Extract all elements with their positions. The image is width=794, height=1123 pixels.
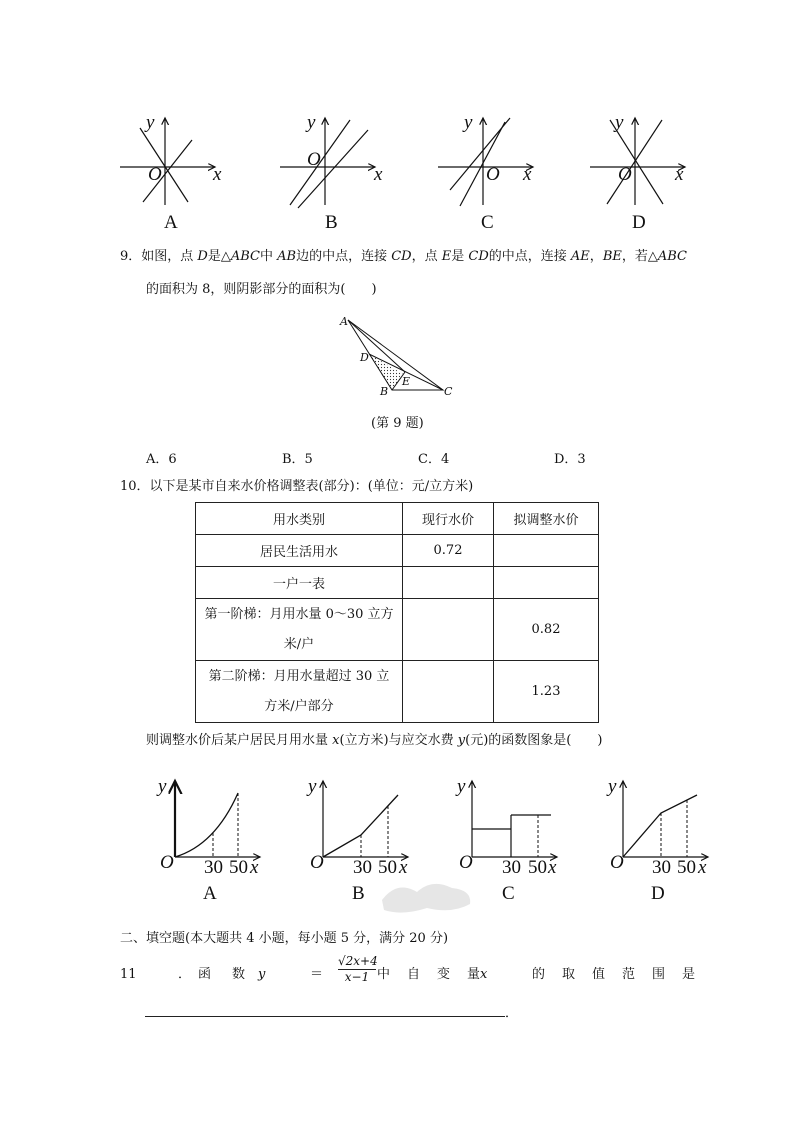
- q9-option-c[interactable]: C．4: [418, 452, 450, 467]
- table-cell: [403, 661, 494, 723]
- q8a-y-label: y: [146, 112, 155, 133]
- table-cell: [403, 567, 494, 599]
- q9-option-b[interactable]: B．5: [282, 452, 313, 467]
- q8c-x-label: x: [523, 164, 532, 185]
- q9-option-a[interactable]: A．6: [146, 452, 177, 467]
- q9-caption: (第 9 题): [371, 416, 424, 431]
- q9-number: 9．: [120, 249, 142, 264]
- q9-option-d[interactable]: D．3: [554, 452, 586, 467]
- table-header-row: [196, 503, 599, 535]
- q11-dot: ．: [178, 967, 192, 982]
- q8-graph-d: [590, 118, 685, 205]
- q10-label-c: C: [502, 883, 515, 904]
- q10a-y-label: y: [158, 776, 167, 797]
- q10-graph-a: [175, 781, 260, 857]
- q9-point-c: C: [444, 385, 453, 398]
- q8d-y-label: y: [615, 112, 624, 133]
- q10c-x-label: x: [548, 857, 557, 878]
- q8b-origin: O: [307, 149, 321, 170]
- q8-graph-b: [280, 118, 375, 208]
- q11-var-x: x: [480, 967, 488, 982]
- q10b-x-label: x: [399, 857, 408, 878]
- q10-graph-d: [623, 781, 708, 857]
- q11-var-y: y: [258, 967, 266, 982]
- q10c-origin: O: [459, 852, 473, 873]
- table-row: [196, 599, 599, 661]
- table-cell: 一户一表: [196, 567, 403, 599]
- watermark-mark: [372, 870, 482, 920]
- q11-text-after-1: 中 自 变 量: [377, 967, 483, 982]
- table-row: [196, 535, 599, 567]
- q10b-tick-30: 30: [353, 857, 372, 878]
- q11-text-after-2: 的 取 值 范 围 是: [532, 967, 698, 982]
- table-row: [196, 661, 599, 723]
- q9-point-d: D: [360, 351, 369, 364]
- q10-graph-b: [323, 781, 408, 857]
- table-cell: 1.23: [494, 661, 599, 723]
- table-cell: [494, 567, 599, 599]
- q9-line1: 9．如图，点 D是△ABC中 AB边的中点，连接 CD，点 E是 CD的中点，连接 AE，BE，若△ABC: [120, 249, 687, 264]
- table-row: [196, 567, 599, 599]
- q8a-x-label: x: [213, 164, 222, 185]
- q11-blank-end: ．: [505, 1006, 519, 1021]
- q11-number: 11: [120, 967, 137, 982]
- q8a-origin: O: [148, 164, 162, 185]
- q10b-y-label: y: [308, 776, 317, 797]
- q10c-tick-50: 50: [528, 857, 547, 878]
- q11-equals: ＝: [310, 967, 324, 982]
- q10-price-table: [195, 502, 599, 723]
- q9-point-b: B: [380, 385, 389, 398]
- q8d-x-label: x: [675, 164, 684, 185]
- q9-line2: 的面积为 8，则阴影部分的面积为( ): [146, 282, 377, 297]
- q10a-curve: [175, 793, 238, 857]
- q10c-tick-30: 30: [502, 857, 521, 878]
- q8c-y-label: y: [464, 112, 473, 133]
- q10d-origin: O: [610, 852, 624, 873]
- table-cell: 0.82: [494, 599, 599, 661]
- q8d-origin: O: [618, 164, 632, 185]
- table-cell: [403, 599, 494, 661]
- q8-label-b: B: [325, 212, 338, 233]
- q10a-x-label: x: [250, 857, 259, 878]
- table-cell: 0.72: [403, 535, 494, 567]
- q10a-tick-30: 30: [204, 857, 223, 878]
- q10-question: 则调整水价后某户居民月用水量 x(立方米)与应交水费 y(元)的函数图象是( ): [146, 733, 603, 748]
- q10-graph-c: [472, 781, 557, 857]
- table-header: 用水类别: [196, 503, 403, 535]
- q8-graph-c: [438, 118, 533, 206]
- q10d-tick-50: 50: [677, 857, 696, 878]
- q10-label-b: B: [352, 883, 365, 904]
- q9-point-a: A: [340, 315, 348, 328]
- section2-heading: 二、填空题(本大题共 4 小题，每小题 5 分，满分 20 分): [120, 931, 449, 946]
- q8-graphs: [110, 110, 700, 240]
- q10a-tick-50: 50: [229, 857, 248, 878]
- q10-number: 10．: [120, 479, 150, 494]
- q8b-y-label: y: [307, 112, 316, 133]
- q11-frac-numerator: √2x+4: [338, 954, 378, 968]
- q10-label-a: A: [203, 883, 217, 904]
- table-header: 拟调整水价: [494, 503, 599, 535]
- q8c-origin: O: [486, 164, 500, 185]
- table-cell: [494, 535, 599, 567]
- q10-intro: 10．以下是某市自来水价格调整表(部分)：(单位：元/立方米): [120, 479, 474, 494]
- q10b-origin: O: [310, 852, 324, 873]
- table-cell: 第一阶梯：月用水量 0～30 立方 米/户: [196, 599, 403, 661]
- q8-graph-a: [120, 118, 215, 205]
- q10d-y-label: y: [608, 776, 617, 797]
- q10d-tick-30: 30: [652, 857, 671, 878]
- table-cell: 居民生活用水: [196, 535, 403, 567]
- q10-label-d: D: [651, 883, 665, 904]
- q10a-origin: O: [160, 852, 174, 873]
- q8-label-d: D: [632, 212, 646, 233]
- q8b-x-label: x: [374, 164, 383, 185]
- q11-text-before: 函 数: [198, 967, 250, 982]
- table-cell: 第二阶梯：月用水量超过 30 立 方米/户部分: [196, 661, 403, 723]
- q9-point-e: E: [402, 375, 411, 388]
- q8-label-c: C: [481, 212, 494, 233]
- q11-frac-denominator: x−1: [344, 970, 370, 984]
- q11-answer-blank[interactable]: [145, 1016, 505, 1017]
- q8-label-a: A: [164, 212, 178, 233]
- q11-fraction: [338, 954, 376, 984]
- q10c-y-label: y: [457, 776, 466, 797]
- table-header: 现行水价: [403, 503, 494, 535]
- q10d-x-label: x: [698, 857, 707, 878]
- q10b-tick-50: 50: [378, 857, 397, 878]
